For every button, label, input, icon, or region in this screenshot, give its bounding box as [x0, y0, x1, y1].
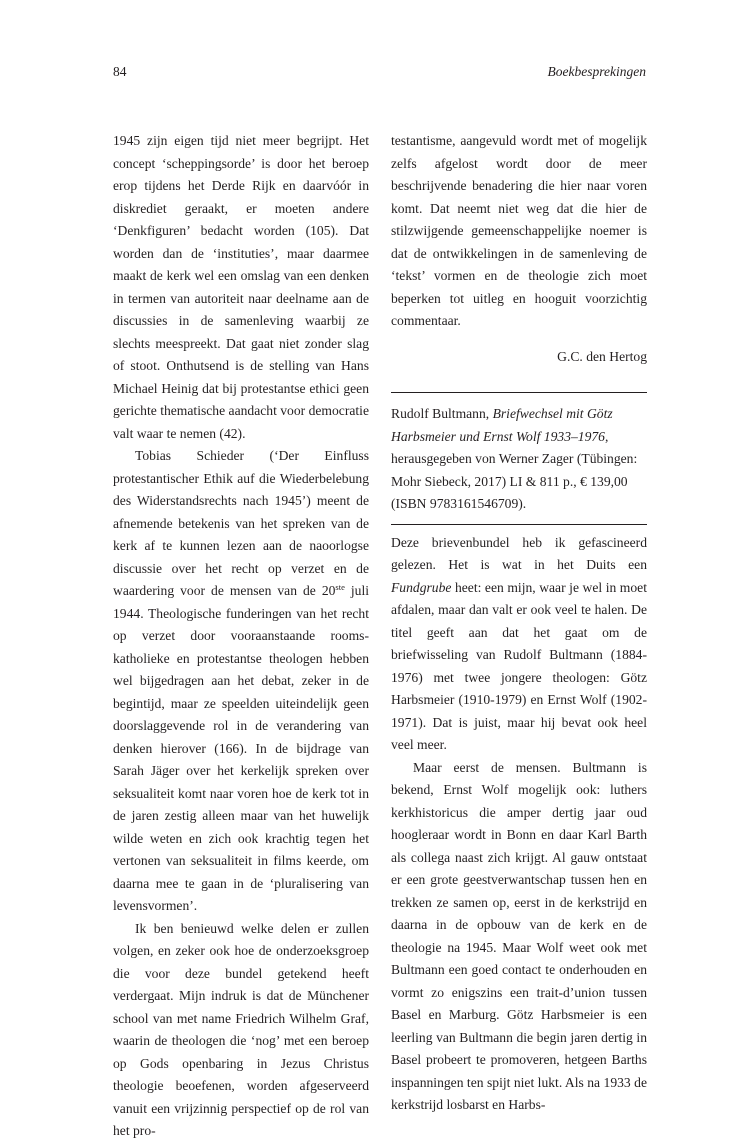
right-column [391, 130, 647, 1117]
running-header [113, 64, 646, 84]
divider [391, 392, 647, 393]
paragraph [391, 532, 647, 757]
paragraph: Ik ben benieuwd welke delen er zullen volgen, en zeker ook hoe de onderzoeksgroep die voor deze bundel getekend heeft verdergaat. Mijn indruk is dat de Münchener school van met name Friedrich Wilhelm Graf, waarin de theologen die ‘nog’ met een beroep op Gods openbaring in Jezus Christus theologie beoefenen, worden afgeserveerd vanuit een vrijzinnig perspectief op de rol van het pro- [113, 920, 369, 1138]
divider [391, 524, 647, 525]
superscript: ste [335, 582, 345, 592]
text-run: Tobias Schieder (‘Der Einfluss protestantischer Ethik auf die Wiederbelebung des Widerstandsrechts nach 1945’) meent de afnemende betekenis van het spreken van de kerk af te kunnen lezen aan de naoorlogse discussie over het recht op verzet en de waardering voor de mensen van de 20 [113, 448, 369, 598]
page-number: 84 [113, 64, 127, 79]
paragraph [113, 445, 369, 918]
biblio-details: , herausgegeben von Werner Zager (Tübingen: Mohr Siebeck, 2017) LI & 811 p., € 139,00 (ISBN 9783161546709). [391, 428, 638, 511]
text-run: juli 1944. Theologische funderingen van het recht op verzet door vooraanstaande rooms-katholieke en protestantse theologen hebben wel bijgedragen aan het debat, zeker in de begintijd, maar ze speelden uiteindelijk geen doorslaggevende rol in de verandering van denken hierover (166). In de bijdrage van Sarah Jäger over het kerkelijk spreken over seksualiteit komt naar voren hoe de kerk tot in de jaren zestig alleen maar van het huwelijk wilde weten en zich ook krachtig tegen het vertonen van seksualiteit in films keerde, om daarna mee te gaan in de ‘pluralisering van levensvormen’. [113, 583, 369, 913]
paragraph: testantisme, aangevuld wordt met of mogelijk zelfs afgelost wordt door de meer beschrijvende benadering die hier naar voren komt. Dat neemt niet weg dat die hier de stilzwijgende gemeenschappelijke noemer is dat de ontwikkelingen in de samenleving de ‘tekst’ vormen en de theologie zich moet beperken tot uitleg en hooguit voorzichtig commentaar. [391, 133, 647, 328]
bibliographic-entry [391, 403, 647, 516]
biblio-author: Rudolf Bultmann, [391, 406, 493, 421]
text-run: heet: een mijn, waar je wel in moet afdalen, maar dan valt er ook veel te halen. De titel geeft aan dat het gaat om de briefwisseling van Rudolf Bultmann (1884-1976) met twee jongere theologen: Götz Harbsmeier (1910-1979) en Ernst Wolf (1902-1971). Dat is juist, maar hij bevat ook heel veel meer. [391, 579, 647, 752]
text-run: Deze brievenbundel heb ik gefascineerd gelezen. Het is wat in het Duits een [391, 534, 647, 572]
italic-term: Fundgrube [391, 579, 452, 595]
paragraph: Maar eerst de mensen. Bultmann is bekend, Ernst Wolf mogelijk ook: luthers kerkhistoricus die amper dertig jaar oud hoogleraar wordt in Bonn en daar Karl Barth als collega naast zich krijgt. Al gauw ontstaat er een grote geestverwantschap tussen hen en trekken ze samen op, eerst in de kerkstrijd en daarna in de opbouw van de kerk en de theologie na 1945. Maar Wolf weet ook met Bultmann een goed contact te onderhouden en vormt zo enigszins een trait-d’union tussen Basel en Marburg. Götz Harbsmeier is een leerling van Bultmann die begin jaren dertig in Basel probeert te promoveren, hetgeen Barths inspanningen ten spijt niet lukt. Als na 1933 de kerkstrijd losbarst en Harbs- [391, 759, 647, 1112]
paragraph: 1945 zijn eigen tijd niet meer begrijpt. Het concept ‘scheppingsorde’ is door het beroep erop tijdens het Derde Rijk en daarvóór in diskrediet geraakt, er moeten andere ‘Denkfiguren’ bedacht worden (105). Dat worden dan de ‘instituties’, maar daarmee maakt de kerk wel een omslag van een denken in termen van autoriteit naar deelname aan de discussies in de samenleving waarbij ze slechts meespreekt. Dat gaat niet zonder slag of stoot. Onthutsend is de stelling van Hans Michael Heinig dat bij protestantse ethici geen gerichte thematische aandacht voor democratie valt waar te nemen (42). [113, 133, 369, 441]
biblio-title: Briefwechsel mit Götz Harbsmeier und Ernst Wolf 1933–1976 [391, 406, 613, 444]
reviewer-signature: G.C. den Hertog [557, 348, 647, 364]
left-column [113, 130, 369, 1143]
running-title: Boekbesprekingen [547, 64, 646, 79]
